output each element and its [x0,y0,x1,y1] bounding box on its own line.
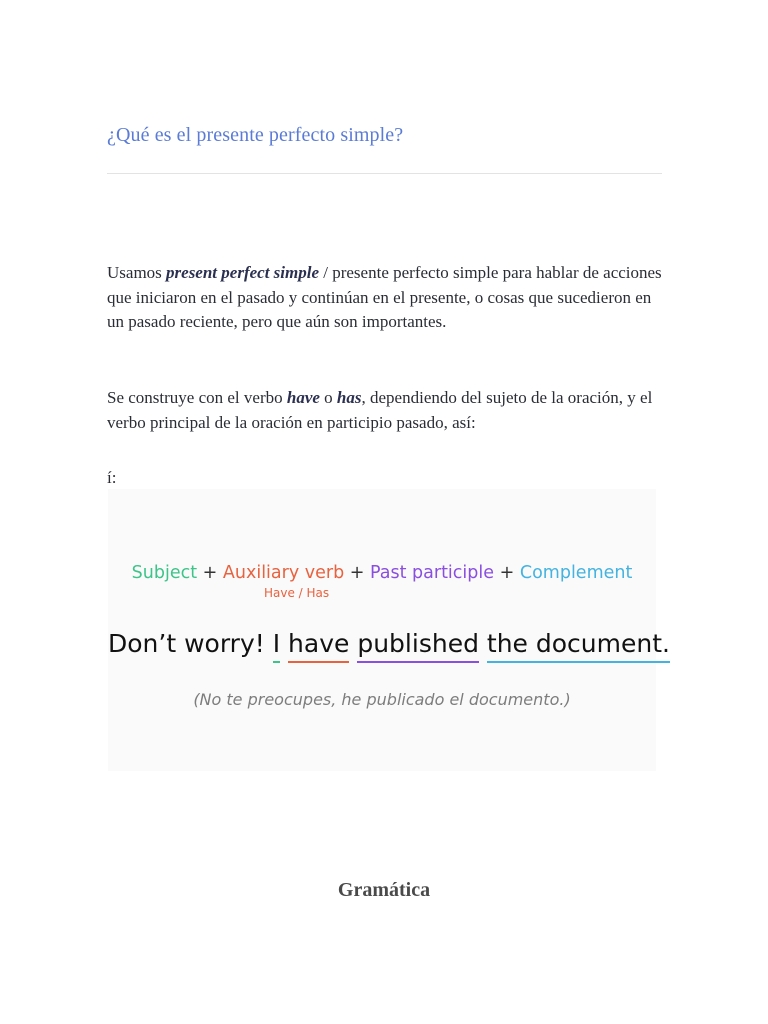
title-divider [107,173,662,174]
auxiliary-note: Have / Has [264,586,330,600]
formula-line [108,563,656,583]
example-complement: the document. [487,629,670,663]
construction-part1: Se construye con el verbo [107,388,287,407]
construction-have: have [286,388,320,407]
section-heading: Gramática [337,879,431,901]
page-title: ¿Qué es el presente perfecto simple? [107,124,404,146]
example-subject: I [273,629,280,663]
intro-prefix: Usamos [107,263,167,282]
example-sentence [108,629,670,658]
example-auxiliary: have [288,629,349,663]
grammar-formula-image [108,489,670,771]
example-translation: (No te preocupes, he publicado el documento.) [193,690,571,709]
formula-complement: Complement [519,563,633,583]
construction-has: has [336,388,362,407]
formula-plus: + [499,563,515,583]
fragment-paragraph: í: [107,468,117,487]
construction-part2: , dependiendo del sujeto de la oración, y el verbo principal de la oración en participio pasado, así: [107,388,653,432]
formula-plus: + [202,563,218,583]
formula-past-participle: Past participle [370,563,495,583]
intro-paragraph [107,261,667,335]
intro-rest: / presente perfecto simple para hablar de acciones que iniciaron en el pasado y continúan en el presente, o cosas que sucedieron en un pasado reciente, pero que aún son importantes. [107,263,662,331]
formula-plus: + [349,563,365,583]
formula-subject: Subject [131,563,198,583]
formula-auxiliary: Auxiliary verb [222,563,345,583]
construction-mid: o [319,388,337,407]
example-lead: Don’t worry! [108,629,273,658]
intro-term: present perfect simple [166,263,319,282]
example-participle: published [357,629,479,663]
construction-paragraph [107,386,667,435]
